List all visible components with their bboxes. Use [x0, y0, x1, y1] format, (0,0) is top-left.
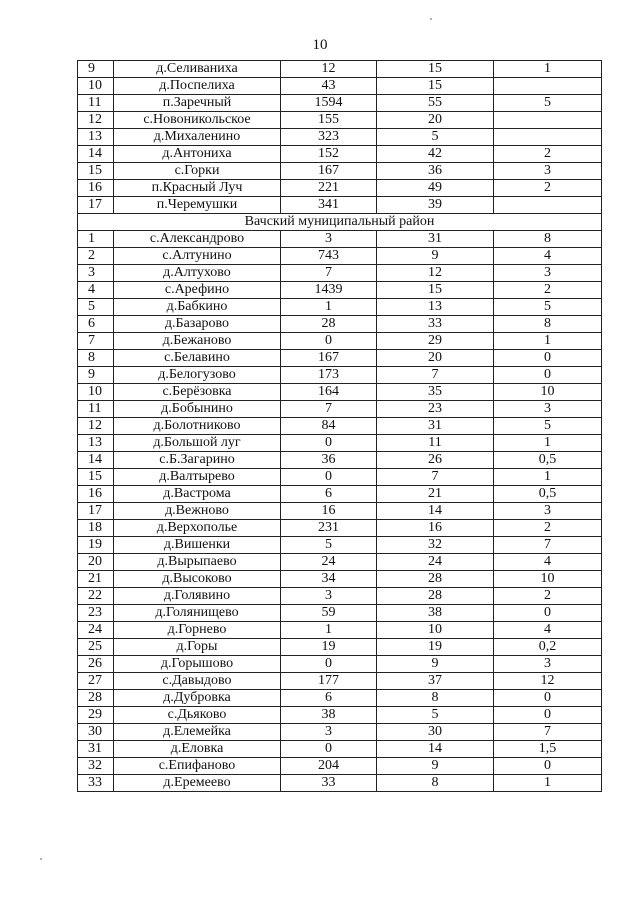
settlement-name-cell: с.Горки	[114, 163, 281, 180]
value-cell-3: 5	[494, 299, 602, 316]
table-row	[78, 350, 602, 367]
settlement-name-cell: п.Красный Луч	[114, 180, 281, 197]
value-cell-3	[494, 129, 602, 146]
value-cell-3: 1	[494, 333, 602, 350]
row-number-cell: 10	[78, 78, 114, 95]
value-cell-1: 3	[281, 724, 377, 741]
value-cell-2: 49	[377, 180, 494, 197]
value-cell-1: 323	[281, 129, 377, 146]
row-number-cell: 28	[78, 690, 114, 707]
value-cell-2: 33	[377, 316, 494, 333]
settlement-name-cell: д.Голянищево	[114, 605, 281, 622]
value-cell-2: 14	[377, 741, 494, 758]
row-number-cell: 16	[78, 180, 114, 197]
value-cell-3: 1	[494, 469, 602, 486]
table-row	[78, 401, 602, 418]
value-cell-1: 743	[281, 248, 377, 265]
row-number-cell: 27	[78, 673, 114, 690]
value-cell-3: 2	[494, 146, 602, 163]
row-number-cell: 14	[78, 146, 114, 163]
row-number-cell: 3	[78, 265, 114, 282]
value-cell-3: 8	[494, 316, 602, 333]
value-cell-3: 4	[494, 554, 602, 571]
row-number-cell: 11	[78, 95, 114, 112]
value-cell-1: 6	[281, 486, 377, 503]
value-cell-2: 21	[377, 486, 494, 503]
scan-speck	[40, 858, 42, 860]
table-row	[78, 452, 602, 469]
row-number-cell: 32	[78, 758, 114, 775]
value-cell-1: 167	[281, 163, 377, 180]
value-cell-1: 12	[281, 61, 377, 78]
row-number-cell: 12	[78, 112, 114, 129]
value-cell-3: 8	[494, 231, 602, 248]
row-number-cell: 1	[78, 231, 114, 248]
row-number-cell: 24	[78, 622, 114, 639]
row-number-cell: 16	[78, 486, 114, 503]
table-row	[78, 554, 602, 571]
value-cell-3: 1	[494, 61, 602, 78]
row-number-cell: 20	[78, 554, 114, 571]
value-cell-2: 5	[377, 707, 494, 724]
table-row	[78, 367, 602, 384]
table-row	[78, 129, 602, 146]
value-cell-2: 12	[377, 265, 494, 282]
row-number-cell: 33	[78, 775, 114, 792]
row-number-cell: 4	[78, 282, 114, 299]
table-row	[78, 418, 602, 435]
settlement-name-cell: с.Берёзовка	[114, 384, 281, 401]
table-row	[78, 622, 602, 639]
value-cell-2: 11	[377, 435, 494, 452]
value-cell-1: 0	[281, 469, 377, 486]
value-cell-2: 15	[377, 61, 494, 78]
value-cell-3: 1	[494, 435, 602, 452]
value-cell-3: 1	[494, 775, 602, 792]
value-cell-1: 1	[281, 299, 377, 316]
row-number-cell: 30	[78, 724, 114, 741]
row-number-cell: 15	[78, 469, 114, 486]
table-row	[78, 265, 602, 282]
value-cell-1: 177	[281, 673, 377, 690]
value-cell-2: 36	[377, 163, 494, 180]
value-cell-2: 14	[377, 503, 494, 520]
value-cell-1: 36	[281, 452, 377, 469]
row-number-cell: 9	[78, 367, 114, 384]
settlement-name-cell: д.Селиваниха	[114, 61, 281, 78]
table-row	[78, 724, 602, 741]
value-cell-1: 59	[281, 605, 377, 622]
value-cell-2: 8	[377, 690, 494, 707]
table-row	[78, 639, 602, 656]
row-number-cell: 31	[78, 741, 114, 758]
settlement-name-cell: д.Горы	[114, 639, 281, 656]
value-cell-1: 173	[281, 367, 377, 384]
settlement-name-cell: с.Арефино	[114, 282, 281, 299]
settlement-name-cell: д.Еловка	[114, 741, 281, 758]
table-row	[78, 537, 602, 554]
value-cell-3	[494, 78, 602, 95]
value-cell-1: 5	[281, 537, 377, 554]
value-cell-1: 341	[281, 197, 377, 214]
value-cell-2: 16	[377, 520, 494, 537]
value-cell-1: 1594	[281, 95, 377, 112]
section-row	[78, 214, 602, 231]
row-number-cell: 14	[78, 452, 114, 469]
value-cell-2: 9	[377, 248, 494, 265]
settlement-name-cell: с.Б.Загарино	[114, 452, 281, 469]
table-row	[78, 605, 602, 622]
row-number-cell: 17	[78, 197, 114, 214]
table-row	[78, 690, 602, 707]
value-cell-2: 28	[377, 571, 494, 588]
table-row	[78, 469, 602, 486]
settlement-name-cell: д.Болотниково	[114, 418, 281, 435]
settlement-name-cell: д.Бабкино	[114, 299, 281, 316]
value-cell-3: 0	[494, 758, 602, 775]
settlement-name-cell: д.Еремеево	[114, 775, 281, 792]
value-cell-2: 10	[377, 622, 494, 639]
value-cell-1: 33	[281, 775, 377, 792]
settlement-name-cell: д.Вастрома	[114, 486, 281, 503]
page-number: 10	[312, 37, 328, 53]
table-row	[78, 146, 602, 163]
table-row	[78, 758, 602, 775]
table-row	[78, 180, 602, 197]
value-cell-3: 10	[494, 571, 602, 588]
row-number-cell: 10	[78, 384, 114, 401]
table-row	[78, 282, 602, 299]
value-cell-2: 42	[377, 146, 494, 163]
row-number-cell: 15	[78, 163, 114, 180]
value-cell-3: 0	[494, 367, 602, 384]
value-cell-3: 0,2	[494, 639, 602, 656]
row-number-cell: 21	[78, 571, 114, 588]
settlement-name-cell: д.Валтырево	[114, 469, 281, 486]
settlement-name-cell: с.Алтунино	[114, 248, 281, 265]
table-row	[78, 656, 602, 673]
settlement-name-cell: с.Давыдово	[114, 673, 281, 690]
value-cell-2: 24	[377, 554, 494, 571]
value-cell-1: 3	[281, 588, 377, 605]
value-cell-3: 5	[494, 418, 602, 435]
value-cell-1: 6	[281, 690, 377, 707]
value-cell-3: 3	[494, 265, 602, 282]
value-cell-3: 4	[494, 622, 602, 639]
settlement-name-cell: д.Дубровка	[114, 690, 281, 707]
value-cell-3: 7	[494, 724, 602, 741]
table-row	[78, 333, 602, 350]
value-cell-2: 39	[377, 197, 494, 214]
value-cell-1: 164	[281, 384, 377, 401]
value-cell-3: 1,5	[494, 741, 602, 758]
table-row	[78, 435, 602, 452]
settlements-table	[77, 60, 602, 792]
settlement-name-cell: д.Горышово	[114, 656, 281, 673]
settlement-name-cell: д.Голявино	[114, 588, 281, 605]
settlement-name-cell: д.Вырыпаево	[114, 554, 281, 571]
row-number-cell: 13	[78, 435, 114, 452]
table-row	[78, 197, 602, 214]
value-cell-1: 231	[281, 520, 377, 537]
value-cell-1: 167	[281, 350, 377, 367]
settlement-name-cell: д.Горнево	[114, 622, 281, 639]
settlement-name-cell: д.Верхополье	[114, 520, 281, 537]
value-cell-1: 84	[281, 418, 377, 435]
value-cell-3: 3	[494, 503, 602, 520]
value-cell-1: 0	[281, 333, 377, 350]
table-row	[78, 248, 602, 265]
settlement-name-cell: д.Базарово	[114, 316, 281, 333]
settlement-name-cell: п.Черемушки	[114, 197, 281, 214]
settlement-name-cell: д.Алтухово	[114, 265, 281, 282]
value-cell-2: 23	[377, 401, 494, 418]
value-cell-3: 2	[494, 180, 602, 197]
table-row	[78, 231, 602, 248]
table-row	[78, 61, 602, 78]
value-cell-1: 34	[281, 571, 377, 588]
value-cell-2: 28	[377, 588, 494, 605]
value-cell-2: 38	[377, 605, 494, 622]
value-cell-3: 12	[494, 673, 602, 690]
settlement-name-cell: д.Поспелиха	[114, 78, 281, 95]
value-cell-1: 0	[281, 435, 377, 452]
row-number-cell: 2	[78, 248, 114, 265]
value-cell-2: 20	[377, 112, 494, 129]
value-cell-1: 16	[281, 503, 377, 520]
value-cell-3: 2	[494, 282, 602, 299]
value-cell-2: 55	[377, 95, 494, 112]
value-cell-3: 0,5	[494, 452, 602, 469]
settlement-name-cell: д.Вежново	[114, 503, 281, 520]
settlement-name-cell: с.Белавино	[114, 350, 281, 367]
value-cell-2: 29	[377, 333, 494, 350]
value-cell-1: 43	[281, 78, 377, 95]
settlement-name-cell: д.Бежаново	[114, 333, 281, 350]
row-number-cell: 26	[78, 656, 114, 673]
value-cell-1: 0	[281, 656, 377, 673]
row-number-cell: 9	[78, 61, 114, 78]
value-cell-1: 152	[281, 146, 377, 163]
settlement-name-cell: д.Антониха	[114, 146, 281, 163]
value-cell-2: 35	[377, 384, 494, 401]
value-cell-3: 0	[494, 605, 602, 622]
value-cell-2: 31	[377, 418, 494, 435]
value-cell-3: 2	[494, 520, 602, 537]
row-number-cell: 5	[78, 299, 114, 316]
value-cell-3: 10	[494, 384, 602, 401]
table-row	[78, 316, 602, 333]
table-row	[78, 673, 602, 690]
value-cell-3: 0	[494, 707, 602, 724]
value-cell-3: 0,5	[494, 486, 602, 503]
value-cell-3	[494, 197, 602, 214]
table-row	[78, 78, 602, 95]
value-cell-1: 204	[281, 758, 377, 775]
value-cell-1: 0	[281, 741, 377, 758]
value-cell-3: 7	[494, 537, 602, 554]
row-number-cell: 7	[78, 333, 114, 350]
scan-speck	[430, 18, 432, 20]
value-cell-3: 4	[494, 248, 602, 265]
row-number-cell: 23	[78, 605, 114, 622]
value-cell-3: 2	[494, 588, 602, 605]
value-cell-1: 221	[281, 180, 377, 197]
row-number-cell: 6	[78, 316, 114, 333]
value-cell-3: 3	[494, 401, 602, 418]
value-cell-1: 19	[281, 639, 377, 656]
settlement-name-cell: д.Белогузово	[114, 367, 281, 384]
settlement-name-cell: д.Елемейка	[114, 724, 281, 741]
value-cell-2: 20	[377, 350, 494, 367]
settlement-name-cell: п.Заречный	[114, 95, 281, 112]
table-row	[78, 112, 602, 129]
value-cell-2: 8	[377, 775, 494, 792]
value-cell-2: 26	[377, 452, 494, 469]
table-row	[78, 520, 602, 537]
value-cell-2: 5	[377, 129, 494, 146]
table-row	[78, 163, 602, 180]
value-cell-3: 5	[494, 95, 602, 112]
value-cell-3: 3	[494, 656, 602, 673]
value-cell-1: 7	[281, 265, 377, 282]
settlement-name-cell: д.Вишенки	[114, 537, 281, 554]
value-cell-2: 19	[377, 639, 494, 656]
value-cell-2: 30	[377, 724, 494, 741]
table-row	[78, 503, 602, 520]
row-number-cell: 8	[78, 350, 114, 367]
settlement-name-cell: с.Епифаново	[114, 758, 281, 775]
settlement-name-cell: д.Бобынино	[114, 401, 281, 418]
value-cell-1: 3	[281, 231, 377, 248]
settlement-name-cell: д.Высоково	[114, 571, 281, 588]
table-row	[78, 741, 602, 758]
value-cell-2: 9	[377, 758, 494, 775]
value-cell-1: 28	[281, 316, 377, 333]
table-body	[78, 61, 602, 792]
value-cell-3: 0	[494, 690, 602, 707]
table-row	[78, 571, 602, 588]
row-number-cell: 17	[78, 503, 114, 520]
value-cell-2: 9	[377, 656, 494, 673]
table-row	[78, 707, 602, 724]
table-row	[78, 588, 602, 605]
row-number-cell: 12	[78, 418, 114, 435]
value-cell-2: 7	[377, 469, 494, 486]
row-number-cell: 11	[78, 401, 114, 418]
value-cell-3: 3	[494, 163, 602, 180]
table-row	[78, 486, 602, 503]
value-cell-1: 7	[281, 401, 377, 418]
value-cell-2: 32	[377, 537, 494, 554]
row-number-cell: 19	[78, 537, 114, 554]
value-cell-3: 0	[494, 350, 602, 367]
value-cell-1: 155	[281, 112, 377, 129]
value-cell-2: 37	[377, 673, 494, 690]
settlement-name-cell: с.Александрово	[114, 231, 281, 248]
value-cell-2: 15	[377, 282, 494, 299]
table-row	[78, 384, 602, 401]
value-cell-1: 1439	[281, 282, 377, 299]
settlement-name-cell: с.Дьяково	[114, 707, 281, 724]
table-row	[78, 775, 602, 792]
table-row	[78, 95, 602, 112]
row-number-cell: 22	[78, 588, 114, 605]
row-number-cell: 18	[78, 520, 114, 537]
value-cell-2: 13	[377, 299, 494, 316]
value-cell-2: 31	[377, 231, 494, 248]
value-cell-1: 1	[281, 622, 377, 639]
row-number-cell: 25	[78, 639, 114, 656]
value-cell-2: 15	[377, 78, 494, 95]
value-cell-3	[494, 112, 602, 129]
value-cell-1: 38	[281, 707, 377, 724]
row-number-cell: 29	[78, 707, 114, 724]
settlement-name-cell: д.Большой луг	[114, 435, 281, 452]
row-number-cell: 13	[78, 129, 114, 146]
section-title: Вачский муниципальный район	[78, 214, 602, 231]
value-cell-1: 24	[281, 554, 377, 571]
settlement-name-cell: д.Михаленино	[114, 129, 281, 146]
value-cell-2: 7	[377, 367, 494, 384]
table-row	[78, 299, 602, 316]
settlement-name-cell: с.Новоникольское	[114, 112, 281, 129]
